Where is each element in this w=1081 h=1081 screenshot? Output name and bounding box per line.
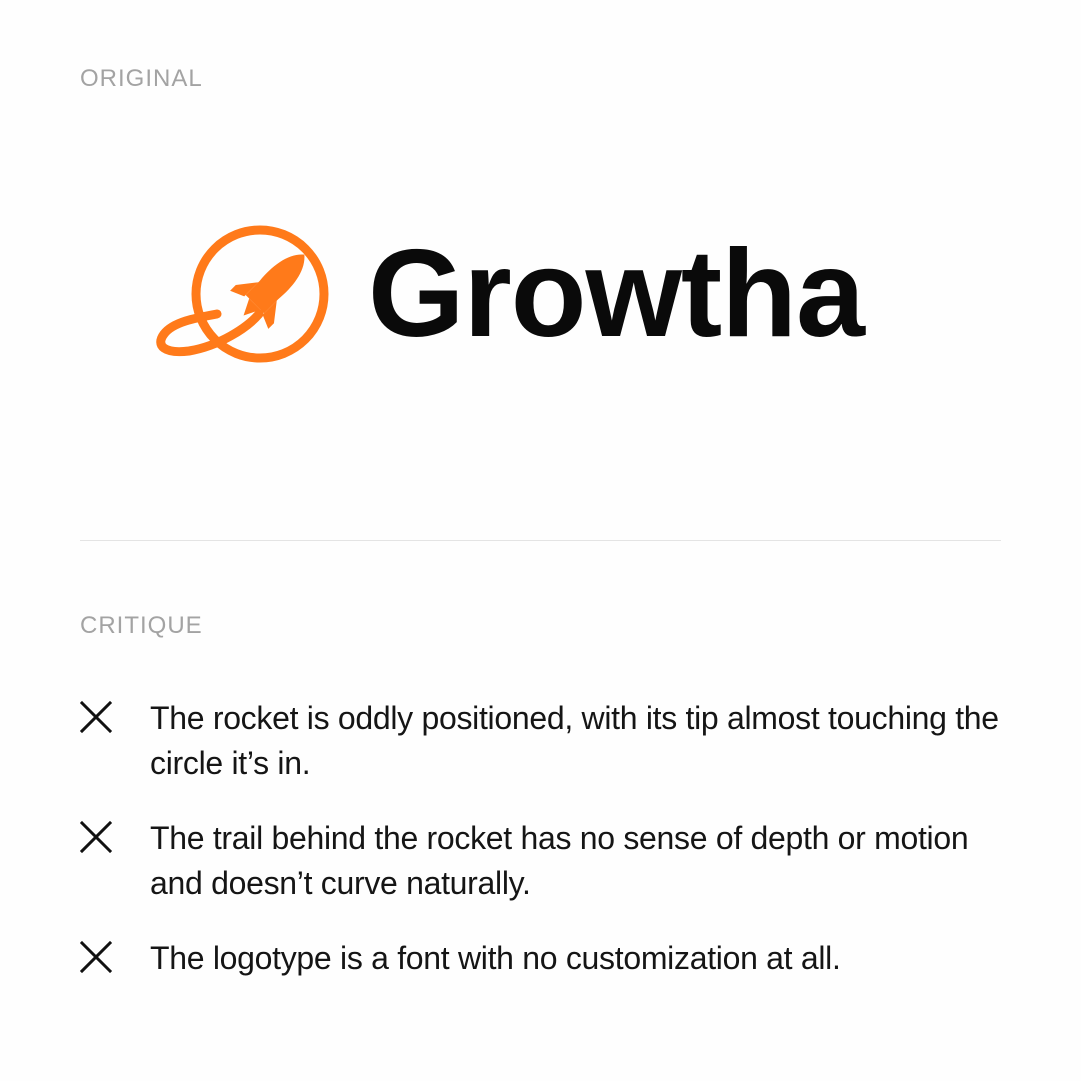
critique-text: The rocket is oddly positioned, with its tip almost touching the circle it’s in. [150, 700, 999, 781]
logo-wordmark: Growtha [368, 225, 864, 363]
critique-item [80, 936, 1001, 981]
x-icon [80, 941, 112, 973]
section-divider [80, 540, 1001, 541]
critique-text: The trail behind the rocket has no sense of depth or motion and doesn’t curve naturally. [150, 820, 969, 901]
critique-item [80, 696, 1001, 786]
critique-text: The logotype is a font with no customization at all. [150, 940, 841, 976]
critique-item [80, 816, 1001, 906]
growtha-logo [155, 222, 935, 367]
x-icon [80, 821, 112, 853]
x-icon [80, 701, 112, 733]
critique-list [80, 696, 1001, 1011]
original-section-label: ORIGINAL [80, 65, 203, 92]
rocket-orbit-icon [155, 222, 335, 367]
critique-section-label: CRITIQUE [80, 612, 203, 639]
